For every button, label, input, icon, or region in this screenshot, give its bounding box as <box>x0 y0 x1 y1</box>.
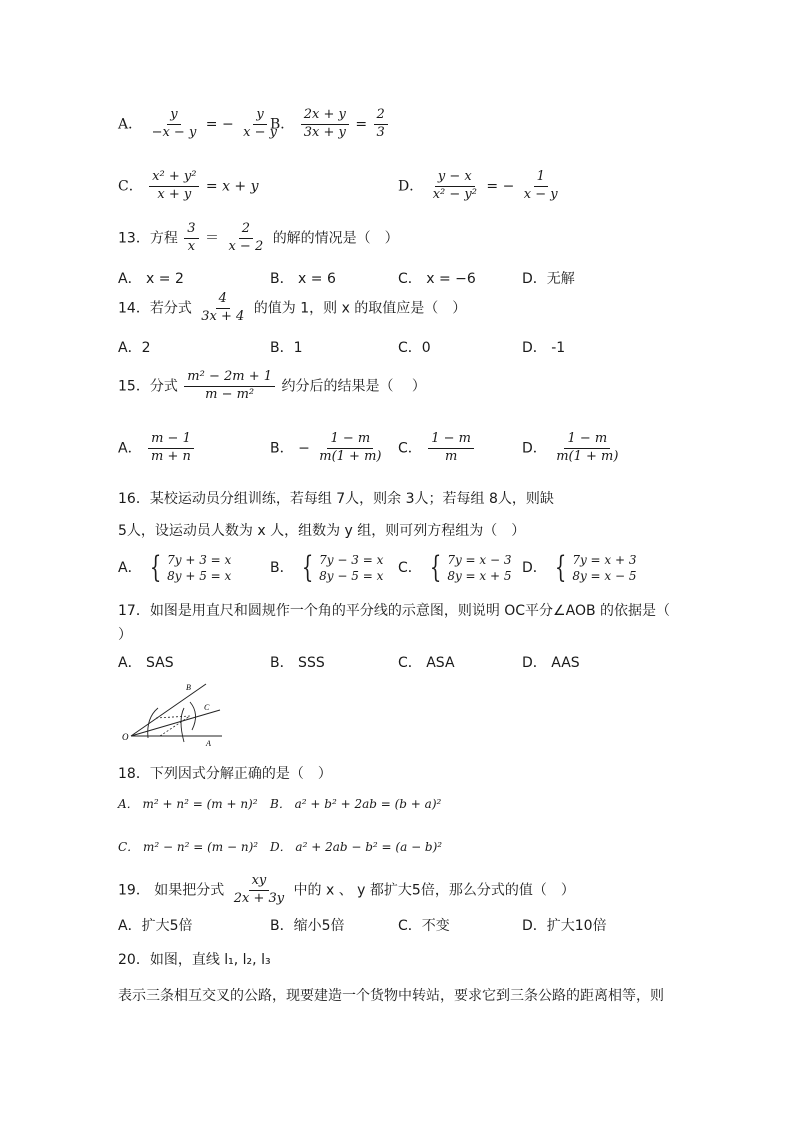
q12-option-d: D． $\frac{y - x}{\text{x² − y²}}$ = − $\frac{1}{x - y}$ <box>398 170 563 203</box>
q16-stem-line1: 16．某校运动员分组训练，若每组 7人，则余 3人；若每组 8人，则缺 <box>118 491 554 507</box>
q17-option-d: D． AAS <box>522 655 580 671</box>
q12-option-c: C． $\frac{\text{x² + y²}}{x + y}$ = x + y <box>118 169 259 202</box>
q14-option-b: B．1 <box>270 340 303 356</box>
q16-option-d: D． { 7y = x + 3 8y = x − 5 <box>522 550 637 586</box>
q17-stem-line1: 17．如图是用直尺和圆规作一个角的平分线的示意图，则说明 OC平分∠AOB 的依据是（ <box>118 603 671 619</box>
dashed-segment-1 <box>156 716 190 718</box>
q15-stem: 15．分式 $\frac{\text{m² − 2m + 1}}{\text{m − m²}}$ 约分后的结果是（ ） <box>118 369 426 402</box>
q14-option-c: C．0 <box>398 340 431 356</box>
q13-option-b: B． x = 6 <box>270 271 336 287</box>
q19-option-b: B．缩小5倍 <box>270 918 345 934</box>
fraction: $\frac{xy}{2x + 3y}$ <box>233 873 285 906</box>
fraction: $\frac{\text{x² + y²}}{x + y}$ <box>149 170 199 203</box>
q20-stem-line1: 20．如图，直线 l₁, l₂, l₃ <box>118 952 271 968</box>
q17-stem-line2: ） <box>118 627 132 643</box>
q13-option-c: C． x = −6 <box>398 271 476 287</box>
fraction: $\frac{y - x}{\text{x² − y²}}$ <box>432 169 477 202</box>
q17-option-b: B． SSS <box>270 655 325 671</box>
fraction: $\frac{2}{x - 2}$ <box>228 221 264 254</box>
label-c: C <box>204 703 210 712</box>
q18-option-c: C． m² − n² = (m − n)² <box>118 840 259 854</box>
label-a: A <box>206 739 211 748</box>
angle-bisector-figure <box>118 678 228 750</box>
q14-option-a: A．2 <box>118 340 151 356</box>
fraction: $\frac{4}{3x + 4}$ <box>201 291 245 324</box>
q12-option-a: A． $\frac{y}{-x - y}$ = − $\frac{y}{x - y}$ <box>118 108 282 141</box>
fraction: $\frac{2x + y}{3x + y}$ <box>301 108 349 141</box>
ray-oc <box>131 710 220 736</box>
q15-option-d: D． $\frac{1 - m}{m(1 + m)}$ <box>522 432 623 465</box>
q16-option-a: A． { 7y + 3 = x 8y + 5 = x <box>118 550 232 586</box>
q19-option-c: C．不变 <box>398 918 450 934</box>
q13-stem: 13．方程 $\frac{3}{x}$ ＝ $\frac{2}{x - 2}$ 的解的情况是（ ） <box>118 221 399 254</box>
q16-option-b: B． { 7y − 3 = x 8y − 5 = x <box>270 550 384 586</box>
q14-stem: 14．若分式 $\frac{4}{3x + 4}$ 的值为 1，则 x 的取值应是（ ） <box>118 291 467 324</box>
q13-option-a: A． x = 2 <box>118 271 184 287</box>
q19-option-a: A．扩大5倍 <box>118 918 193 934</box>
fraction: $\frac{1 - m}{m(1 + m)}$ <box>319 431 382 464</box>
q16-stem-line2: 5人，设运动员人数为 x 人，组数为 y 组，则可列方程组为（ ） <box>118 523 526 539</box>
label-o: O <box>122 732 129 742</box>
q17-option-a: A． SAS <box>118 655 174 671</box>
q16-option-c: C． { 7y = x − 3 8y = x + 5 <box>398 550 512 586</box>
arc-from-b <box>190 702 196 730</box>
fraction: $\frac{1}{x - y}$ <box>523 169 558 202</box>
fraction: $\frac{1 - m}{m}$ <box>428 432 474 465</box>
q20-stem-line2: 表示三条相互交叉的公路，现要建造一个货物中转站，要求它到三条公路的距离相等，则 <box>118 988 664 1004</box>
q18-option-b: B． a² + b² + 2ab = (b + a)² <box>270 797 442 811</box>
arc-from-a <box>181 708 184 742</box>
q13-option-d: D．无解 <box>522 271 575 287</box>
q14-option-d: D． -1 <box>522 340 566 356</box>
q19-option-d: D．扩大10倍 <box>522 918 607 934</box>
fraction: $\frac{2}{3}$ <box>374 108 388 141</box>
fraction: $\frac{y}{x - y}$ <box>243 107 277 140</box>
fraction: $\frac{m - 1}{m + n}$ <box>148 432 194 465</box>
q15-option-c: C． $\frac{1 - m}{m}$ <box>398 432 476 465</box>
fraction: $\frac{3}{x}$ <box>184 222 198 255</box>
q18-option-a: A． m² + n² = (m + n)² <box>118 797 258 811</box>
q15-option-b: B． − $\frac{1 - m}{m(1 + m)}$ <box>270 432 386 465</box>
fraction: $\frac{\text{m² − 2m + 1}}{\text{m − m²}}$ <box>184 370 275 403</box>
q17-option-c: C． ASA <box>398 655 455 671</box>
label-b: B <box>186 683 191 692</box>
q19-stem: 19． 如果把分式 $\frac{xy}{2x + 3y}$ 中的 x 、 y 都扩大5倍，那么分式的值（ ） <box>118 873 575 906</box>
q12-option-b: B． $\frac{2x + y}{3x + y}$ = $\frac{2}{3}$ <box>270 108 390 141</box>
fraction: $\frac{1 - m}{m(1 + m)}$ <box>556 431 619 464</box>
q18-stem: 18．下列因式分解正确的是（ ） <box>118 766 332 782</box>
q15-option-a: A． $\frac{m - 1}{m + n}$ <box>118 432 196 465</box>
q18-option-d: D． a² + 2ab − b² = (a − b)² <box>270 840 443 854</box>
fraction: $\frac{y}{-x - y}$ <box>151 107 197 140</box>
